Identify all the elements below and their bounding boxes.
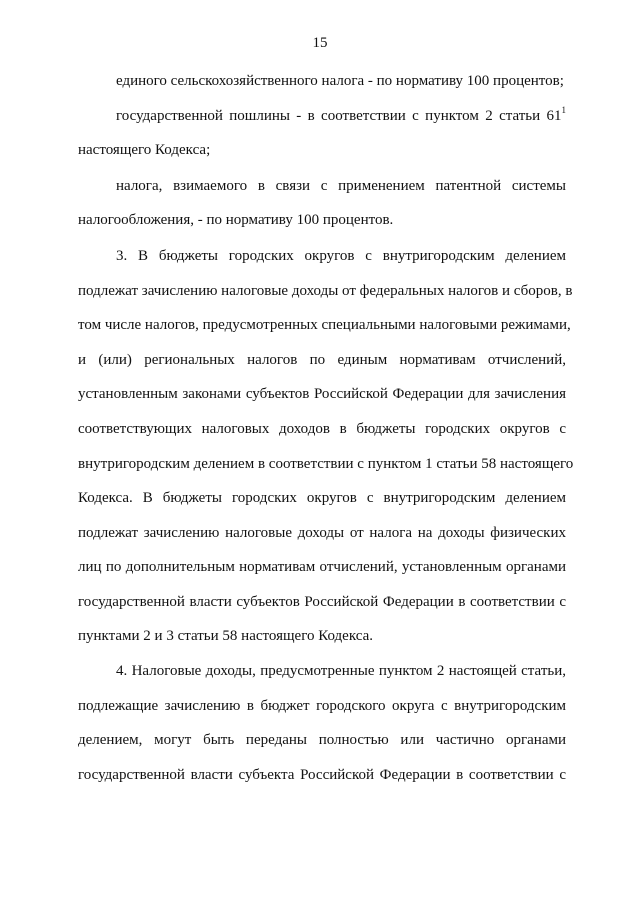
text-line: 4. Налоговые доходы, предусмотренные пунктом 2 настоящей статьи, — [116, 663, 566, 679]
text-line: настоящего Кодекса; — [78, 142, 211, 158]
text-line: подлежат зачислению налоговые доходы от федеральных налогов и сборов, в — [78, 283, 573, 299]
text-line: единого сельскохозяйственного налога - по нормативу 100 процентов; — [116, 73, 564, 89]
text-line-content: государственной пошлины - в соответствии с пунктом 2 статьи 61 — [116, 108, 562, 124]
text-line: подлежащие зачислению в бюджет городского округа с внутригородским — [78, 698, 566, 714]
text-line: соответствующих налоговых доходов в бюджеты городских округов с — [78, 421, 566, 437]
text-line: государственной власти субъектов Российской Федерации в соответствии с — [78, 594, 566, 610]
text-line: установленным законами субъектов Российской Федерации для зачисления — [78, 386, 566, 402]
text-line: подлежат зачислению налоговые доходы от налога на доходы физических — [78, 525, 566, 541]
superscript: 1 — [561, 105, 566, 115]
text-line: налогообложения, - по нормативу 100 процентов. — [78, 212, 394, 228]
text-line: налога, взимаемого в связи с применением патентной системы — [116, 178, 566, 194]
page-number: 15 — [312, 35, 328, 51]
text-line: внутригородским делением в соответствии с пунктом 1 статьи 58 настоящего — [78, 456, 574, 472]
text-line: пунктами 2 и 3 статьи 58 настоящего Кодекса. — [78, 628, 374, 644]
text-line: том числе налогов, предусмотренных специальными налоговыми режимами, — [78, 317, 571, 333]
text-line: лиц по дополнительным нормативам отчислений, установленным органами — [78, 559, 566, 575]
text-line: 3. В бюджеты городских округов с внутригородским делением — [116, 248, 566, 264]
text-line: Кодекса. В бюджеты городских округов с внутригородским делением — [78, 490, 566, 506]
text-line: государственной власти субъекта Российской Федерации в соответствии с — [78, 767, 566, 783]
text-line — [116, 107, 566, 125]
text-line: делением, могут быть переданы полностью или частично органами — [78, 732, 566, 748]
text-line: и (или) региональных налогов по единым нормативам отчислений, — [78, 352, 566, 368]
